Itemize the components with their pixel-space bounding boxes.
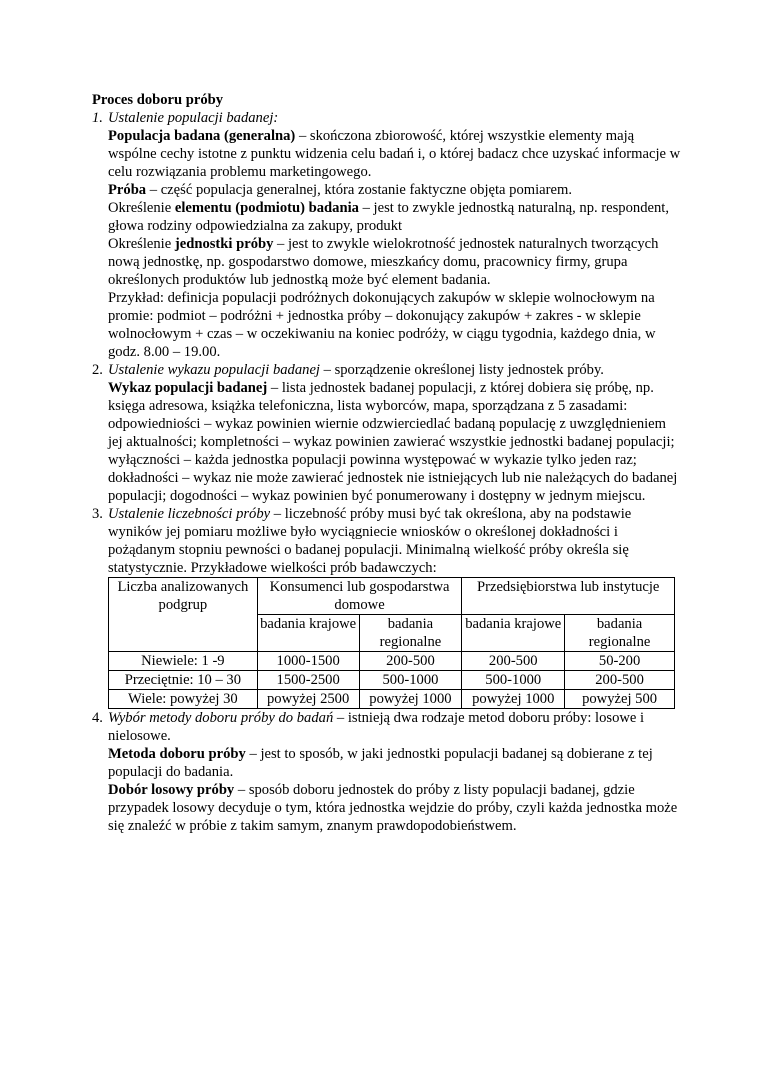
element-prefix: Określenie: [108, 200, 175, 216]
section-1: [92, 109, 682, 361]
row-label: Wiele: powyżej 30: [109, 690, 258, 709]
header-consumers: Konsumenci lub gospodarstwa domowe: [257, 578, 462, 615]
section-4-heading-line: [108, 709, 682, 745]
unit-definition: [108, 235, 682, 289]
table-cell: 1000-1500: [257, 652, 359, 671]
population-term: Populacja badana (generalna): [108, 128, 296, 144]
section-1-heading: Ustalenie populacji badanej:: [108, 110, 279, 126]
random-text: – sposób doboru jednostek do próby z listy populacji badanej, gdzie przypadek losowy decyduje o tym, która jednostka wejdzie do próby, czyli każda jednostka może się znaleźć w próbie z takim samym, znanym prawdopodobieństwem.: [108, 782, 678, 834]
document-page: [92, 91, 682, 835]
section-3: [92, 505, 682, 577]
section-3-text: – liczebność próby musi być tak określona, aby na podstawie wyników jej pomiaru możliwe było wyciągniecie wniosków o określonej dokładności i pożądanym stopniu pewności o badanej populacji. Minimalną wielkość próby określa się statystycznie. Przykładowe wielkości prób badawczych:: [108, 506, 632, 576]
table-cell: 500-1000: [359, 671, 462, 690]
section-2-heading-line: [108, 361, 682, 379]
section-2: [92, 361, 682, 505]
example-text: Przykład: definicja populacji podróżnych dokonujących zakupów w sklepie wolnocłowym na promie: podmiot – podróżni + jednostka próby – dokonujący zakupów + zakres - w sklepie wolnocłowym + czas – w oczekiwaniu na koniec podróży, w ciągu tygodnia, każdego dnia, w godz. 8.00 – 19.00.: [108, 290, 656, 360]
table-wrapper: [92, 577, 682, 709]
method-text: – jest to sposób, w jaki jednostki populacji badanej są dobierane z tej populacji do badania.: [108, 746, 653, 780]
table-header-row: [109, 578, 675, 615]
population-definition: [108, 127, 682, 181]
subheader-cell: badania krajowe: [257, 615, 359, 652]
section-4-heading-text: – istnieją dwa rodzaje metod doboru próby: losowe i nielosowe.: [108, 710, 645, 744]
header-groups: Liczba analizowanych podgrup: [109, 578, 258, 652]
header-companies: Przedsiębiorstwa lub instytucje: [462, 578, 675, 615]
section-4-number: 4.: [92, 710, 103, 726]
row-label: Przeciętnie: 10 – 30: [109, 671, 258, 690]
sample-term: Próba: [108, 182, 147, 198]
subheader-cell: badania krajowe: [462, 615, 565, 652]
element-term: elementu (podmiotu) badania: [174, 200, 359, 216]
table-cell: 200-500: [565, 671, 675, 690]
list-text: – lista jednostek badanej populacji, z której dobiera się próbę, np. księga adresowa, książka telefoniczna, lista wyborców, mapa, sporządzana z 5 zasadami: odpowiedniości – wykaz powinien wiernie odzwierciedlać badaną populację z uwzględnieniem jej aktualności; kompletności – wykaz powinien zawierać wszystkie jednostki badanej populacji; wyłączności – każda jednostka populacji powinna występować w wykazie tylko jeden raz; dokładności – wykaz nie może zawierać jednostek nie istniejących lub nie należących do badanej populacji; dogodności – wykaz powinien być ponumerowany i dostępny w jednym miejscu.: [108, 380, 678, 504]
table-row: [109, 690, 675, 709]
element-definition: [108, 199, 682, 235]
list-definition: [108, 379, 682, 505]
unit-term: jednostki próby: [174, 236, 274, 252]
table-cell: 200-500: [359, 652, 462, 671]
random-term: Dobór losowy próby: [108, 782, 235, 798]
section-3-paragraph: [108, 505, 682, 577]
method-term: Metoda doboru próby: [108, 746, 246, 762]
section-1-number: 1.: [92, 110, 103, 126]
table-row: [109, 671, 675, 690]
element-text: – jest to zwykle jednostką naturalną, np. respondent, głowa rodziny odpowiedzialna za zakupy, produkt: [108, 200, 669, 234]
section-3-heading: Ustalenie liczebności próby: [108, 506, 271, 522]
subheader-cell: badania regionalne: [565, 615, 675, 652]
section-2-heading-text: – sporządzenie określonej listy jednostek próby.: [319, 362, 604, 378]
sample-size-table: [108, 577, 675, 709]
sample-text: – część populacja generalnej, która zostanie faktyczne objęta pomiarem.: [146, 182, 572, 198]
document-title: Proces doboru próby: [92, 92, 224, 108]
table-row: [109, 652, 675, 671]
list-term: Wykaz populacji badanej: [108, 380, 268, 396]
unit-text: – jest to zwykle wielokrotność jednostek naturalnych tworzących nową jednostkę, np. gospodarstwo domowe, mieszkańcy domu, pracownicy firmy, grupa określonych produktów lub jednostką może być element badania.: [108, 236, 659, 288]
table-cell: powyżej 1000: [462, 690, 565, 709]
table-cell: 500-1000: [462, 671, 565, 690]
table-cell: 1500-2500: [257, 671, 359, 690]
section-2-number: 2.: [92, 362, 103, 378]
sample-definition: [108, 181, 682, 199]
subheader-cell: badania regionalne: [359, 615, 462, 652]
section-3-number: 3.: [92, 506, 103, 522]
table-cell: 200-500: [462, 652, 565, 671]
table-cell: powyżej 1000: [359, 690, 462, 709]
population-text: – skończona zbiorowość, której wszystkie elementy mają wspólne cechy istotne z punktu widzenia celu badań i, o której badacz chce uzyskać informacje w celu rozwiązania problemu marketingowego.: [108, 128, 681, 180]
row-label: Niewiele: 1 -9: [109, 652, 258, 671]
table-cell: 50-200: [565, 652, 675, 671]
section-2-heading: Ustalenie wykazu populacji badanej: [108, 362, 320, 378]
section-4-heading: Wybór metody doboru próby do badań: [108, 710, 334, 726]
section-4: [92, 709, 682, 835]
random-definition: [108, 781, 682, 835]
method-definition: [108, 745, 682, 781]
table-cell: powyżej 500: [565, 690, 675, 709]
table-cell: powyżej 2500: [257, 690, 359, 709]
unit-prefix: Określenie: [108, 236, 175, 252]
